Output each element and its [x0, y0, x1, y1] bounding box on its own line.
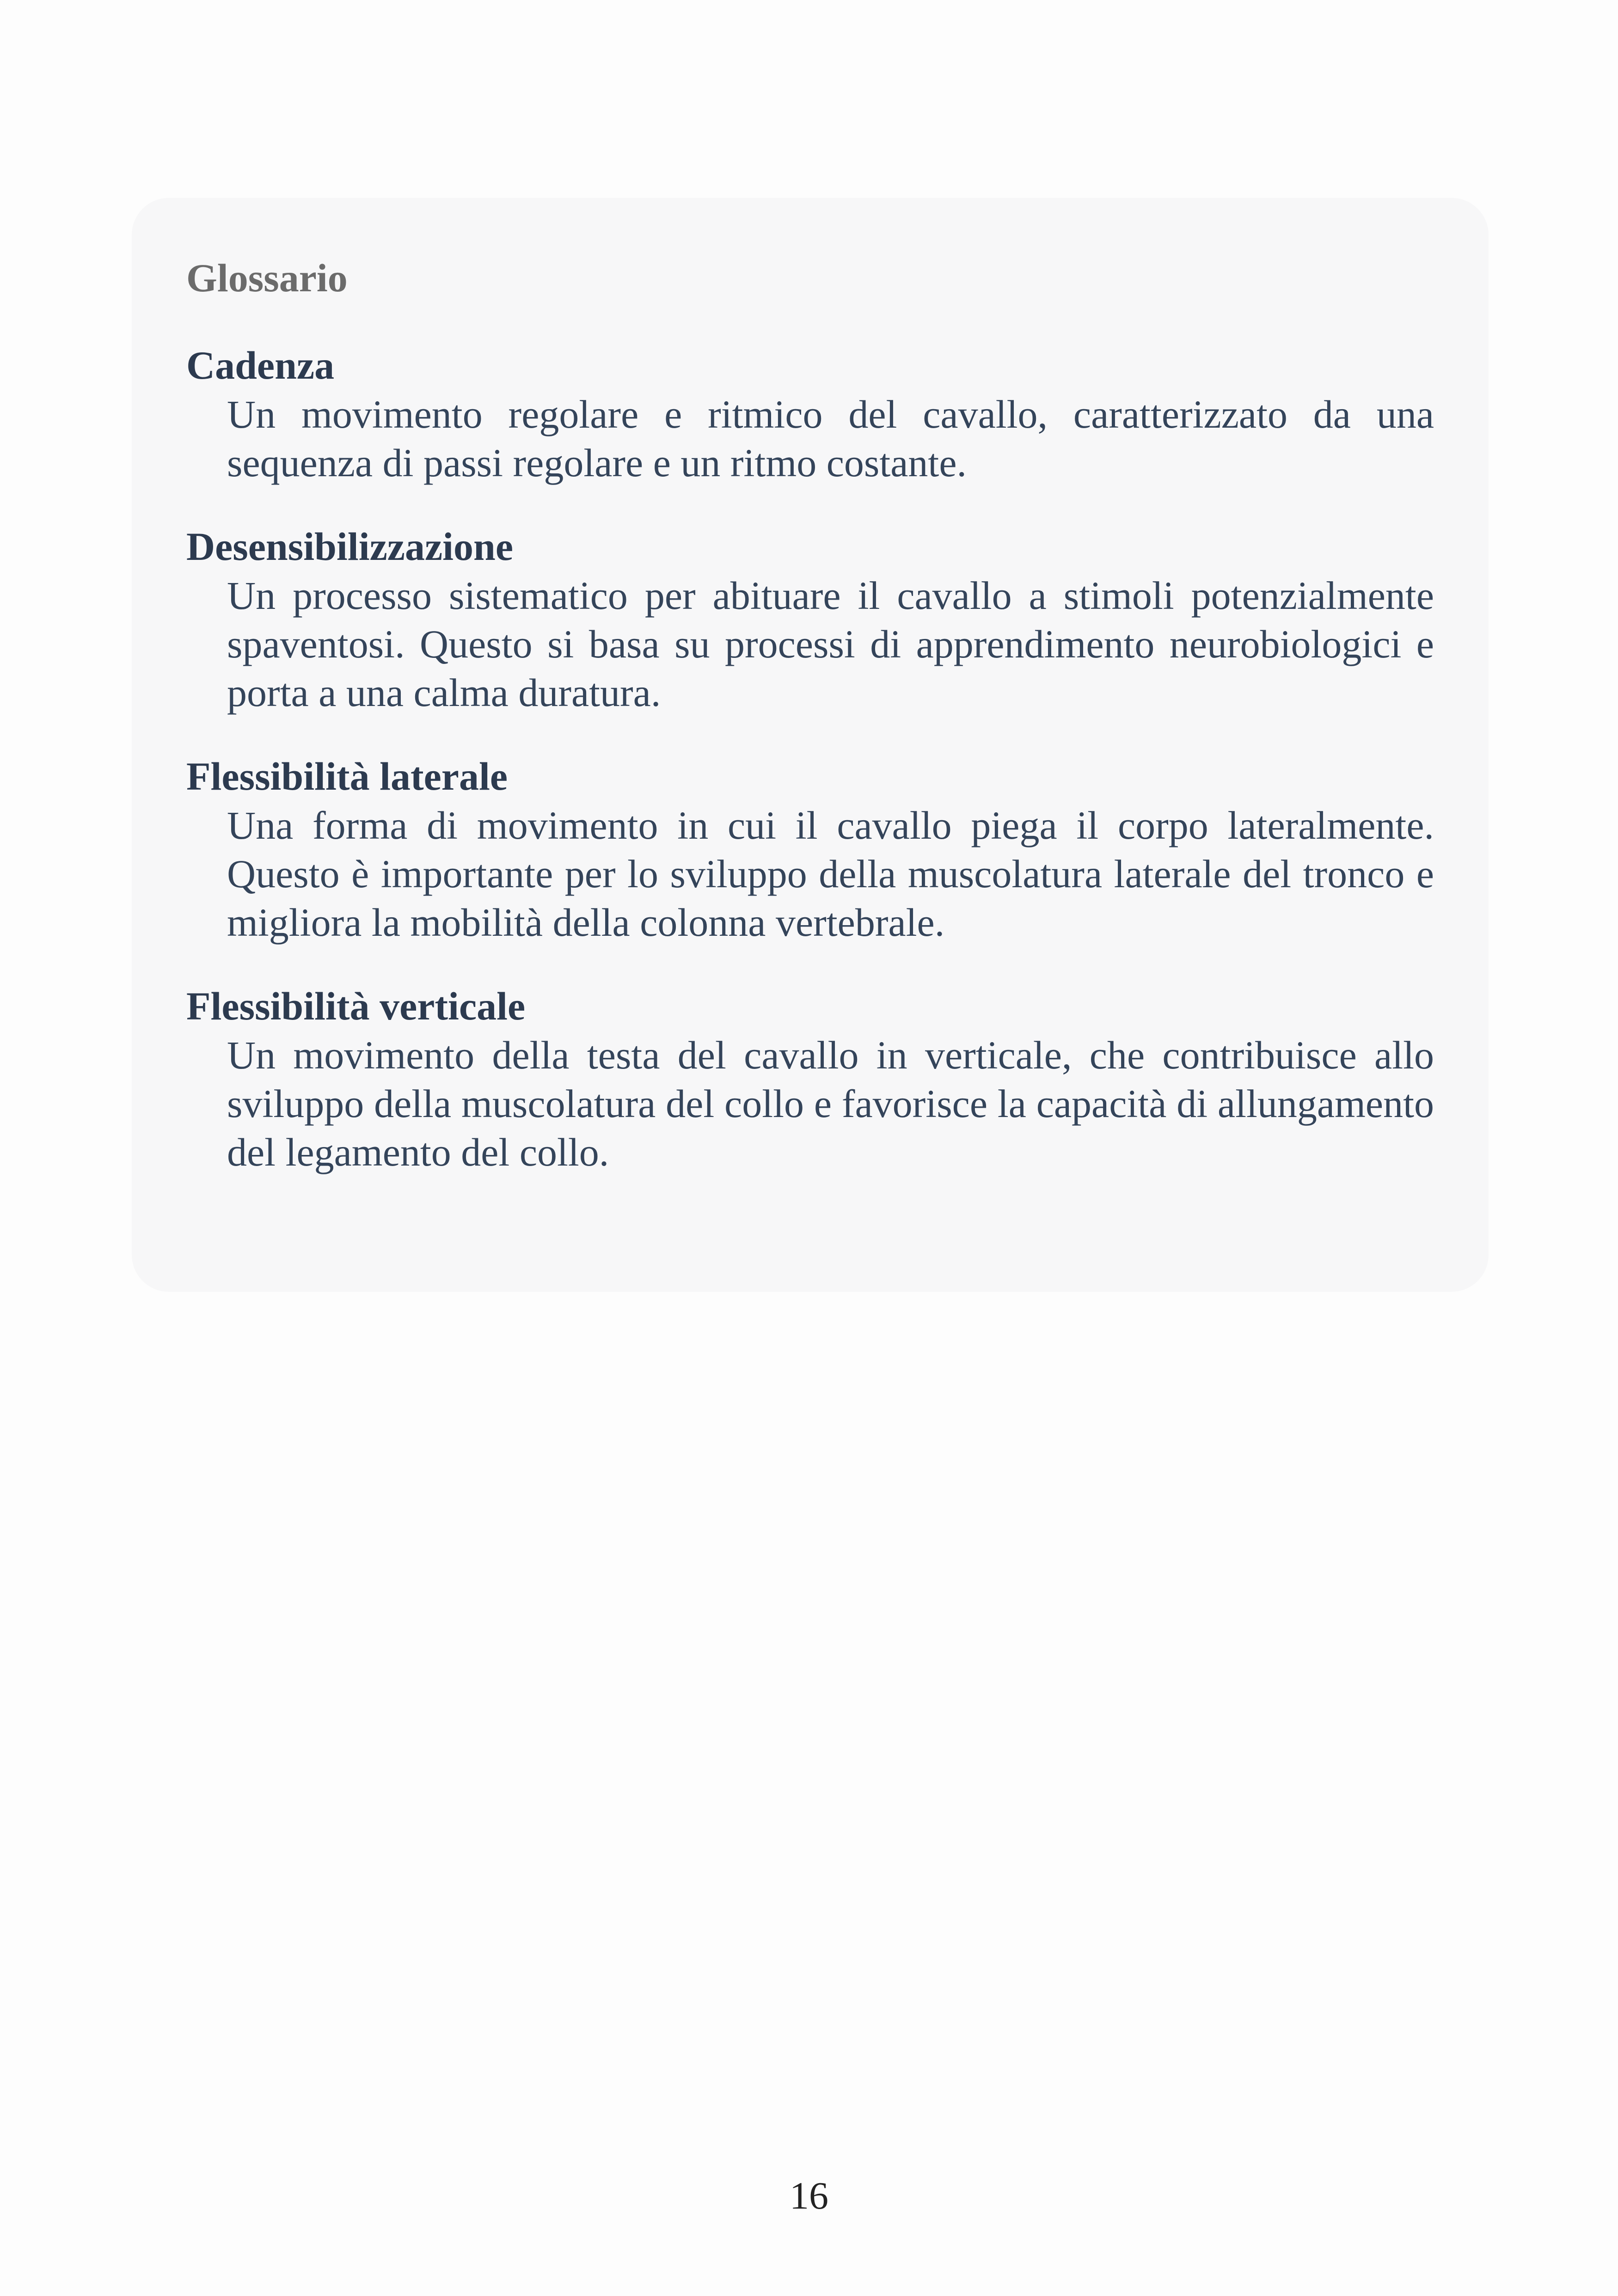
glossary-definition: Una forma di movimento in cui il cavallo piega il corpo lateralmente. Questo è importante per lo sviluppo della muscolatura laterale del tronco e migliora la mobilità della colonna vertebrale. — [227, 803, 1434, 945]
glossary-definition: Un movimento regolare e ritmico del cavallo, caratterizzato da una sequenza di passi regolare e un ritmo costante. — [227, 392, 1434, 485]
glossary-term: Flessibilità verticale — [186, 984, 526, 1028]
glossary-definition: Un processo sistematico per abituare il cavallo a stimoli potenzialmente spaventosi. Questo si basa su processi di apprendimento neurobiologici e porta a una calma duratura. — [227, 573, 1434, 715]
glossary-entry — [186, 751, 1434, 947]
glossary-entry — [186, 340, 1434, 487]
glossary-entry — [186, 981, 1434, 1177]
glossary-definition: Un movimento della testa del cavallo in verticale, che contribuisce allo sviluppo della muscolatura del collo e favorisce la capacità di allungamento del legamento del collo. — [227, 1033, 1434, 1174]
glossary-term: Flessibilità laterale — [186, 754, 508, 798]
glossary-title: Glossario — [186, 256, 348, 300]
glossary-term: Desensibilizzazione — [186, 524, 514, 569]
page-number: 16 — [790, 2174, 828, 2217]
glossary-entry — [186, 522, 1434, 717]
glossary-term: Cadenza — [186, 343, 335, 387]
glossary-box — [132, 198, 1489, 1292]
